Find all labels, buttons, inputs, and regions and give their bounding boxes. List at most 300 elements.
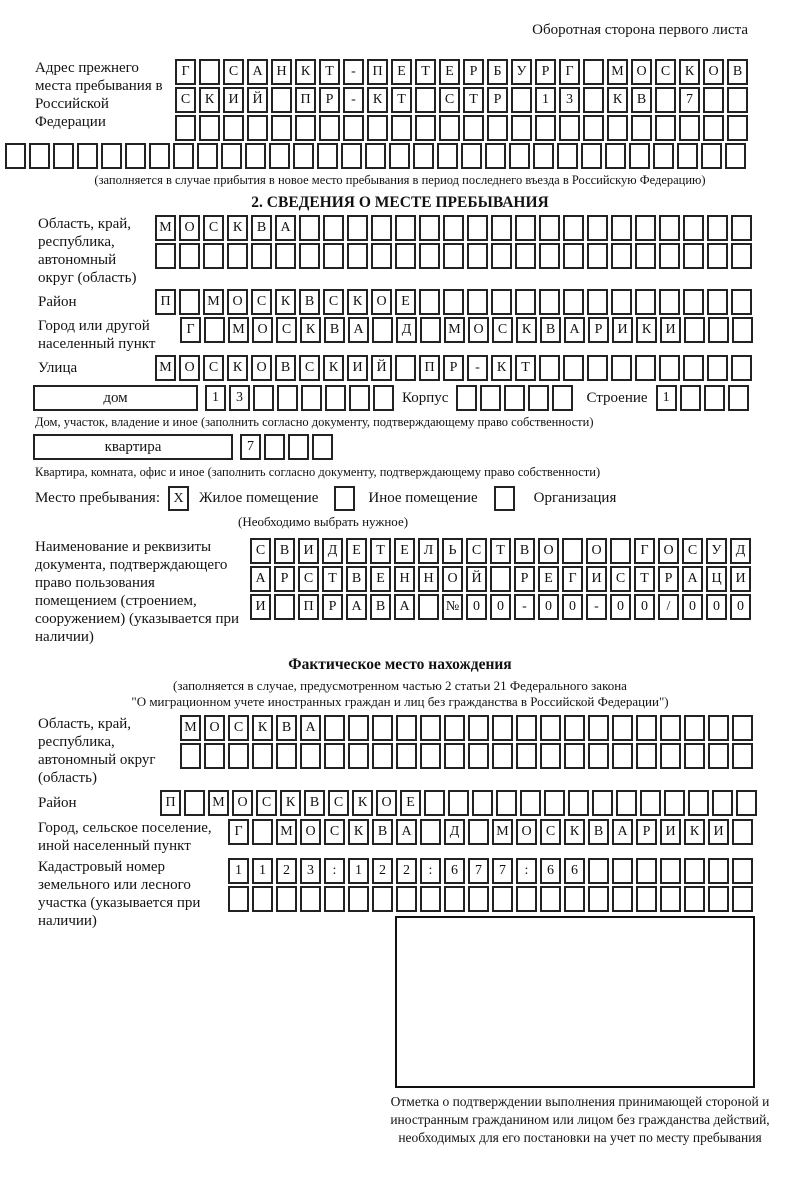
- char-box[interactable]: Е: [400, 790, 421, 816]
- char-box[interactable]: [180, 743, 201, 769]
- char-box[interactable]: [396, 886, 417, 912]
- char-box[interactable]: [389, 143, 410, 169]
- char-box[interactable]: Р: [322, 594, 343, 620]
- char-box[interactable]: В: [324, 317, 345, 343]
- char-box[interactable]: В: [372, 819, 393, 845]
- char-box[interactable]: А: [247, 59, 268, 85]
- char-box[interactable]: О: [658, 538, 679, 564]
- char-box[interactable]: [228, 743, 249, 769]
- char-box[interactable]: Й: [247, 87, 268, 113]
- char-box[interactable]: [516, 886, 537, 912]
- char-box[interactable]: Г: [180, 317, 201, 343]
- char-box[interactable]: 7: [240, 434, 261, 460]
- char-box[interactable]: 0: [466, 594, 487, 620]
- char-box[interactable]: [468, 715, 489, 741]
- char-box[interactable]: А: [564, 317, 585, 343]
- char-box[interactable]: Г: [175, 59, 196, 85]
- char-box[interactable]: [587, 289, 608, 315]
- char-box[interactable]: П: [295, 87, 316, 113]
- char-box[interactable]: [732, 886, 753, 912]
- char-box[interactable]: К: [199, 87, 220, 113]
- char-box[interactable]: [301, 385, 322, 411]
- char-box[interactable]: Т: [463, 87, 484, 113]
- char-box[interactable]: С: [540, 819, 561, 845]
- char-box[interactable]: К: [347, 289, 368, 315]
- char-box[interactable]: 2: [396, 858, 417, 884]
- char-box[interactable]: [472, 790, 493, 816]
- char-box[interactable]: -: [467, 355, 488, 381]
- char-box[interactable]: [348, 715, 369, 741]
- char-box[interactable]: [413, 143, 434, 169]
- char-box[interactable]: [101, 143, 122, 169]
- char-box[interactable]: С: [328, 790, 349, 816]
- char-box[interactable]: Б: [487, 59, 508, 85]
- char-box[interactable]: [640, 790, 661, 816]
- char-box[interactable]: [635, 215, 656, 241]
- char-box[interactable]: [660, 743, 681, 769]
- char-box[interactable]: [708, 743, 729, 769]
- char-box[interactable]: [269, 143, 290, 169]
- char-box[interactable]: [725, 143, 746, 169]
- char-box[interactable]: Т: [634, 566, 655, 592]
- char-box[interactable]: А: [250, 566, 271, 592]
- char-box[interactable]: В: [304, 790, 325, 816]
- char-box[interactable]: [179, 289, 200, 315]
- char-box[interactable]: Р: [636, 819, 657, 845]
- char-box[interactable]: [655, 115, 676, 141]
- char-box[interactable]: [708, 317, 729, 343]
- char-box[interactable]: [299, 215, 320, 241]
- char-box[interactable]: [324, 886, 345, 912]
- char-box[interactable]: А: [346, 594, 367, 620]
- char-box[interactable]: Р: [319, 87, 340, 113]
- char-box[interactable]: Н: [418, 566, 439, 592]
- char-box[interactable]: И: [250, 594, 271, 620]
- char-box[interactable]: [564, 743, 585, 769]
- char-box[interactable]: М: [444, 317, 465, 343]
- char-box[interactable]: [221, 143, 242, 169]
- char-box[interactable]: С: [223, 59, 244, 85]
- char-box[interactable]: [732, 819, 753, 845]
- char-box[interactable]: Д: [322, 538, 343, 564]
- char-box[interactable]: [252, 743, 273, 769]
- char-box[interactable]: [341, 143, 362, 169]
- char-box[interactable]: Г: [562, 566, 583, 592]
- char-box[interactable]: 1: [656, 385, 677, 411]
- char-box[interactable]: М: [228, 317, 249, 343]
- char-box[interactable]: 0: [538, 594, 559, 620]
- char-box[interactable]: [708, 858, 729, 884]
- char-box[interactable]: [707, 289, 728, 315]
- char-box[interactable]: [557, 143, 578, 169]
- char-box[interactable]: [727, 87, 748, 113]
- char-box[interactable]: [612, 743, 633, 769]
- char-box[interactable]: П: [155, 289, 176, 315]
- char-box[interactable]: [540, 715, 561, 741]
- char-box[interactable]: [659, 215, 680, 241]
- char-box[interactable]: [731, 215, 752, 241]
- char-box[interactable]: В: [251, 215, 272, 241]
- char-box[interactable]: [197, 143, 218, 169]
- char-box[interactable]: 0: [730, 594, 751, 620]
- char-box[interactable]: [223, 115, 244, 141]
- char-box[interactable]: [564, 886, 585, 912]
- char-box[interactable]: К: [491, 355, 512, 381]
- char-box[interactable]: Г: [559, 59, 580, 85]
- char-box[interactable]: [535, 115, 556, 141]
- char-box[interactable]: [247, 115, 268, 141]
- char-box[interactable]: [439, 115, 460, 141]
- char-box[interactable]: [348, 743, 369, 769]
- char-box[interactable]: Р: [514, 566, 535, 592]
- char-box[interactable]: Г: [634, 538, 655, 564]
- char-box[interactable]: О: [179, 355, 200, 381]
- char-box[interactable]: Р: [274, 566, 295, 592]
- char-box[interactable]: [77, 143, 98, 169]
- char-box[interactable]: [587, 215, 608, 241]
- char-box[interactable]: [504, 385, 525, 411]
- char-box[interactable]: [312, 434, 333, 460]
- char-box[interactable]: И: [298, 538, 319, 564]
- char-box[interactable]: [461, 143, 482, 169]
- char-box[interactable]: [199, 115, 220, 141]
- char-box[interactable]: Й: [466, 566, 487, 592]
- char-box[interactable]: [636, 858, 657, 884]
- char-box[interactable]: [419, 243, 440, 269]
- char-box[interactable]: :: [420, 858, 441, 884]
- char-box[interactable]: И: [660, 819, 681, 845]
- char-box[interactable]: [367, 115, 388, 141]
- char-box[interactable]: [424, 790, 445, 816]
- char-box[interactable]: Р: [487, 87, 508, 113]
- char-box[interactable]: [616, 790, 637, 816]
- char-box[interactable]: 2: [276, 858, 297, 884]
- char-box[interactable]: [125, 143, 146, 169]
- char-box[interactable]: 2: [372, 858, 393, 884]
- char-box[interactable]: -: [586, 594, 607, 620]
- char-box[interactable]: [487, 115, 508, 141]
- char-box[interactable]: 3: [300, 858, 321, 884]
- char-box[interactable]: [562, 538, 583, 564]
- char-box[interactable]: [444, 715, 465, 741]
- char-box[interactable]: М: [208, 790, 229, 816]
- char-box[interactable]: Т: [415, 59, 436, 85]
- char-box[interactable]: А: [394, 594, 415, 620]
- char-box[interactable]: 0: [682, 594, 703, 620]
- char-box[interactable]: [568, 790, 589, 816]
- char-box[interactable]: [610, 538, 631, 564]
- char-box[interactable]: [492, 715, 513, 741]
- char-box[interactable]: 7: [468, 858, 489, 884]
- char-box[interactable]: О: [232, 790, 253, 816]
- char-box[interactable]: А: [612, 819, 633, 845]
- char-box[interactable]: О: [468, 317, 489, 343]
- char-box[interactable]: [463, 115, 484, 141]
- char-box[interactable]: [520, 790, 541, 816]
- char-box[interactable]: Е: [391, 59, 412, 85]
- char-box[interactable]: П: [419, 355, 440, 381]
- char-box[interactable]: [515, 289, 536, 315]
- char-box[interactable]: К: [367, 87, 388, 113]
- char-box[interactable]: О: [516, 819, 537, 845]
- char-box[interactable]: Т: [319, 59, 340, 85]
- char-box[interactable]: [528, 385, 549, 411]
- char-box[interactable]: О: [371, 289, 392, 315]
- char-box[interactable]: [708, 715, 729, 741]
- char-box[interactable]: [443, 215, 464, 241]
- char-box[interactable]: [707, 355, 728, 381]
- char-box[interactable]: [419, 289, 440, 315]
- char-box[interactable]: [391, 115, 412, 141]
- char-box[interactable]: [587, 355, 608, 381]
- char-box[interactable]: [347, 215, 368, 241]
- char-box[interactable]: [611, 355, 632, 381]
- char-box[interactable]: [490, 566, 511, 592]
- char-box[interactable]: 1: [228, 858, 249, 884]
- char-box[interactable]: С: [324, 819, 345, 845]
- char-box[interactable]: К: [323, 355, 344, 381]
- char-box[interactable]: [372, 317, 393, 343]
- char-box[interactable]: [683, 243, 704, 269]
- char-box[interactable]: [29, 143, 50, 169]
- char-box[interactable]: В: [275, 355, 296, 381]
- char-box[interactable]: [588, 886, 609, 912]
- char-box[interactable]: [707, 243, 728, 269]
- char-box[interactable]: [511, 115, 532, 141]
- char-box[interactable]: О: [586, 538, 607, 564]
- char-box[interactable]: [271, 87, 292, 113]
- char-box[interactable]: [587, 243, 608, 269]
- char-box[interactable]: [485, 143, 506, 169]
- char-box[interactable]: [395, 355, 416, 381]
- char-box[interactable]: А: [275, 215, 296, 241]
- char-box[interactable]: [684, 886, 705, 912]
- char-box[interactable]: [703, 115, 724, 141]
- char-box[interactable]: [420, 886, 441, 912]
- char-box[interactable]: [418, 594, 439, 620]
- char-box[interactable]: Д: [444, 819, 465, 845]
- char-box[interactable]: [468, 743, 489, 769]
- char-box[interactable]: Д: [730, 538, 751, 564]
- char-box[interactable]: [253, 385, 274, 411]
- char-box[interactable]: О: [251, 355, 272, 381]
- char-box[interactable]: К: [252, 715, 273, 741]
- char-box[interactable]: В: [588, 819, 609, 845]
- char-box[interactable]: [677, 143, 698, 169]
- char-box[interactable]: П: [160, 790, 181, 816]
- char-box[interactable]: [496, 790, 517, 816]
- char-box[interactable]: -: [514, 594, 535, 620]
- char-box[interactable]: М: [155, 355, 176, 381]
- char-box[interactable]: [444, 886, 465, 912]
- char-box[interactable]: О: [252, 317, 273, 343]
- char-box[interactable]: /: [658, 594, 679, 620]
- char-box[interactable]: [708, 886, 729, 912]
- char-box[interactable]: [732, 715, 753, 741]
- char-box[interactable]: :: [516, 858, 537, 884]
- char-box[interactable]: [660, 715, 681, 741]
- char-box[interactable]: У: [511, 59, 532, 85]
- char-box[interactable]: [515, 215, 536, 241]
- char-box[interactable]: [564, 715, 585, 741]
- char-box[interactable]: [583, 87, 604, 113]
- char-box[interactable]: [371, 215, 392, 241]
- char-box[interactable]: №: [442, 594, 463, 620]
- char-box[interactable]: [683, 215, 704, 241]
- char-box[interactable]: [611, 215, 632, 241]
- char-box[interactable]: [371, 243, 392, 269]
- char-box[interactable]: Р: [535, 59, 556, 85]
- char-box[interactable]: [583, 59, 604, 85]
- char-box[interactable]: [540, 743, 561, 769]
- char-box[interactable]: К: [348, 819, 369, 845]
- char-box[interactable]: 3: [229, 385, 250, 411]
- char-box[interactable]: [636, 886, 657, 912]
- char-box[interactable]: [559, 115, 580, 141]
- char-box[interactable]: М: [492, 819, 513, 845]
- char-box[interactable]: [199, 59, 220, 85]
- char-box[interactable]: -: [343, 87, 364, 113]
- char-box[interactable]: [636, 715, 657, 741]
- char-box[interactable]: А: [396, 819, 417, 845]
- char-box[interactable]: [227, 243, 248, 269]
- char-box[interactable]: [712, 790, 733, 816]
- char-box[interactable]: 7: [679, 87, 700, 113]
- char-box[interactable]: [659, 355, 680, 381]
- char-box[interactable]: [611, 243, 632, 269]
- char-box[interactable]: К: [352, 790, 373, 816]
- char-box[interactable]: [491, 289, 512, 315]
- char-box[interactable]: Р: [658, 566, 679, 592]
- char-box[interactable]: И: [347, 355, 368, 381]
- char-box[interactable]: [323, 215, 344, 241]
- char-box[interactable]: [683, 355, 704, 381]
- char-box[interactable]: Е: [394, 538, 415, 564]
- char-box[interactable]: [636, 743, 657, 769]
- char-box[interactable]: [204, 743, 225, 769]
- char-box[interactable]: К: [227, 355, 248, 381]
- char-box[interactable]: [288, 434, 309, 460]
- char-box[interactable]: И: [612, 317, 633, 343]
- char-box[interactable]: А: [682, 566, 703, 592]
- char-box[interactable]: [252, 819, 273, 845]
- char-box[interactable]: [373, 385, 394, 411]
- char-box[interactable]: 1: [535, 87, 556, 113]
- char-box[interactable]: П: [367, 59, 388, 85]
- char-box[interactable]: К: [679, 59, 700, 85]
- char-box[interactable]: [612, 715, 633, 741]
- char-box[interactable]: :: [324, 858, 345, 884]
- char-box[interactable]: [251, 243, 272, 269]
- char-box[interactable]: С: [175, 87, 196, 113]
- char-box[interactable]: [539, 289, 560, 315]
- char-box[interactable]: [552, 385, 573, 411]
- char-box[interactable]: [365, 143, 386, 169]
- char-box[interactable]: [539, 355, 560, 381]
- char-box[interactable]: В: [274, 538, 295, 564]
- char-box[interactable]: [612, 858, 633, 884]
- char-box[interactable]: [264, 434, 285, 460]
- char-box[interactable]: В: [727, 59, 748, 85]
- char-box[interactable]: [563, 355, 584, 381]
- char-box[interactable]: [635, 243, 656, 269]
- char-box[interactable]: [540, 886, 561, 912]
- char-box[interactable]: [443, 243, 464, 269]
- char-box[interactable]: К: [275, 289, 296, 315]
- char-box[interactable]: К: [636, 317, 657, 343]
- char-box[interactable]: [728, 385, 749, 411]
- char-box[interactable]: К: [516, 317, 537, 343]
- char-box[interactable]: [415, 115, 436, 141]
- char-box[interactable]: Т: [490, 538, 511, 564]
- char-box[interactable]: [688, 790, 709, 816]
- char-box[interactable]: 6: [444, 858, 465, 884]
- char-box[interactable]: 0: [610, 594, 631, 620]
- char-box[interactable]: И: [730, 566, 751, 592]
- char-box[interactable]: С: [466, 538, 487, 564]
- char-box[interactable]: [419, 215, 440, 241]
- char-box[interactable]: [173, 143, 194, 169]
- char-box[interactable]: [732, 858, 753, 884]
- char-box[interactable]: В: [631, 87, 652, 113]
- char-box[interactable]: [323, 243, 344, 269]
- char-box[interactable]: К: [295, 59, 316, 85]
- char-box[interactable]: О: [376, 790, 397, 816]
- char-box[interactable]: [533, 143, 554, 169]
- char-box[interactable]: [395, 243, 416, 269]
- char-box[interactable]: С: [299, 355, 320, 381]
- char-box[interactable]: [203, 243, 224, 269]
- char-box[interactable]: [588, 858, 609, 884]
- char-box[interactable]: С: [256, 790, 277, 816]
- char-box[interactable]: В: [276, 715, 297, 741]
- char-box[interactable]: В: [346, 566, 367, 592]
- char-box[interactable]: С: [251, 289, 272, 315]
- char-box[interactable]: [415, 87, 436, 113]
- char-box[interactable]: Е: [395, 289, 416, 315]
- char-box[interactable]: [655, 87, 676, 113]
- char-box[interactable]: [372, 743, 393, 769]
- char-box[interactable]: [480, 385, 501, 411]
- char-box[interactable]: [149, 143, 170, 169]
- char-box[interactable]: Е: [439, 59, 460, 85]
- char-box[interactable]: С: [203, 215, 224, 241]
- char-box[interactable]: [467, 243, 488, 269]
- char-box[interactable]: [437, 143, 458, 169]
- char-box[interactable]: [395, 215, 416, 241]
- char-box[interactable]: [607, 115, 628, 141]
- char-box[interactable]: [468, 819, 489, 845]
- char-box[interactable]: [679, 115, 700, 141]
- char-box[interactable]: [204, 317, 225, 343]
- char-box[interactable]: [491, 215, 512, 241]
- char-box[interactable]: А: [348, 317, 369, 343]
- char-box[interactable]: [299, 243, 320, 269]
- char-box[interactable]: [684, 715, 705, 741]
- char-box[interactable]: 0: [706, 594, 727, 620]
- char-box[interactable]: [731, 243, 752, 269]
- char-box[interactable]: [492, 886, 513, 912]
- char-box[interactable]: [319, 115, 340, 141]
- char-box[interactable]: А: [300, 715, 321, 741]
- char-box[interactable]: [511, 87, 532, 113]
- char-box[interactable]: С: [276, 317, 297, 343]
- char-box[interactable]: [325, 385, 346, 411]
- char-box[interactable]: [420, 743, 441, 769]
- char-box[interactable]: [727, 115, 748, 141]
- char-box[interactable]: Л: [418, 538, 439, 564]
- char-box[interactable]: [179, 243, 200, 269]
